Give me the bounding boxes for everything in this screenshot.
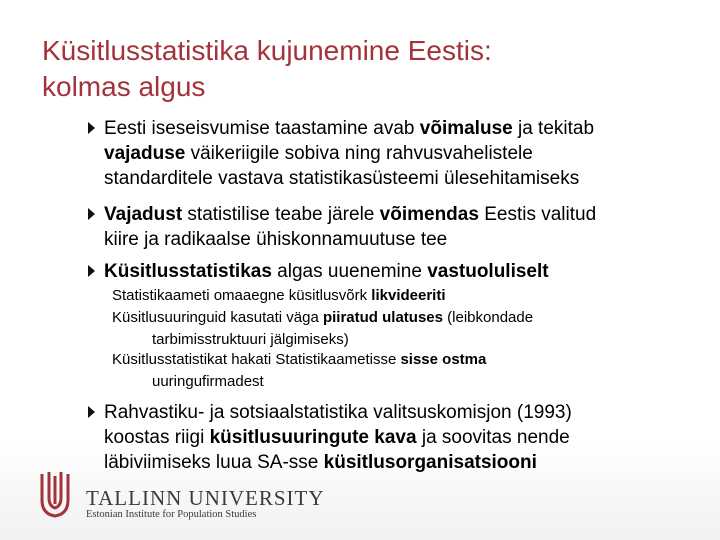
slide-title-line-2: kolmas algus — [42, 71, 206, 102]
text-segment: standarditele vastava statistikasüsteemi ülesehitamiseks — [104, 168, 580, 189]
text-segment: läbiviimiseks luua SA-sse — [104, 452, 324, 473]
bullet-1-line-1 — [104, 116, 704, 141]
text-segment: tarbimisstruktuuri jälgimiseks) — [152, 331, 349, 348]
text-segment: piiratud ulatuses — [322, 309, 443, 326]
bullet-3 — [104, 259, 704, 284]
subitem-2-line-2 — [112, 329, 672, 351]
text-segment: ja tekitab — [512, 118, 595, 139]
text-segment: väikeriigile sobiva ning rahvusvahelistele — [185, 143, 533, 164]
subitem-1 — [112, 285, 672, 307]
subitem-2-line-1 — [112, 307, 672, 329]
bullet-2-line-2 — [104, 227, 704, 252]
text-segment: võimendas — [379, 204, 479, 225]
bullet-2 — [104, 202, 704, 252]
text-segment: küsitlusuuringute kava — [209, 427, 417, 448]
bullet-1 — [104, 116, 704, 191]
text-segment: vajaduse — [104, 143, 186, 164]
text-segment: küsitlusorganisatsiooni — [323, 452, 537, 473]
text-segment: Eestis valitud — [478, 204, 597, 225]
text-segment: Rahvastiku- ja sotsiaalstatistika valitsuskomisjon (1993) — [104, 402, 572, 423]
subitem-2 — [112, 307, 672, 351]
subitem-3-line-1 — [112, 349, 672, 371]
text-segment: Küsitlusstatistikat hakati Statistikaametisse — [112, 351, 401, 368]
bullet-arrow-icon — [88, 208, 95, 220]
text-segment: Vajadust — [104, 204, 183, 225]
bullet-4-line-2 — [104, 425, 704, 450]
text-segment: Küsitlusstatistikas — [104, 261, 272, 282]
text-segment: sisse ostma — [400, 351, 487, 368]
slide-title-line-1: Küsitlusstatistika kujunemine Eestis: — [42, 35, 492, 66]
logo-subtitle: Estonian Institute for Population Studies — [86, 509, 257, 520]
subitem-3 — [112, 349, 672, 393]
tallinn-university-emblem-icon — [38, 470, 72, 518]
logo-name: TALLINN UNIVERSITY — [86, 486, 325, 510]
text-segment: ja soovitas nende — [416, 427, 570, 448]
text-segment: võimaluse — [419, 118, 513, 139]
text-segment: Eesti iseseisvumise taastamine avab — [104, 118, 420, 139]
bullet-1-line-3 — [104, 166, 704, 191]
text-segment: uuringufirmadest — [152, 373, 264, 390]
bullet-4-line-1 — [104, 400, 704, 425]
text-segment: koostas riigi — [104, 427, 210, 448]
bullet-arrow-icon — [88, 406, 95, 418]
bullet-arrow-icon — [88, 122, 95, 134]
text-segment: algas uuenemine — [271, 261, 428, 282]
bullet-2-line-1 — [104, 202, 704, 227]
slide-title — [42, 33, 682, 105]
subitem-3-line-2 — [112, 371, 672, 393]
bullet-4 — [104, 400, 704, 475]
text-segment: Küsitlusuuringuid kasutati väga — [112, 309, 323, 326]
bullet-1-line-2 — [104, 141, 704, 166]
bullet-3-line-1 — [104, 259, 704, 284]
bullet-arrow-icon — [88, 265, 95, 277]
text-segment: (leibkondade — [443, 309, 534, 326]
text-segment: kiire ja radikaalse ühiskonnamuutuse tee — [104, 229, 448, 250]
text-segment: likvideeriti — [371, 287, 446, 304]
text-segment: vastuoluliselt — [427, 261, 549, 282]
bullet-4-line-3 — [104, 450, 704, 475]
text-segment: Statistikaameti omaaegne küsitlusvõrk — [112, 287, 372, 304]
text-segment: statistilise teabe järele — [182, 204, 380, 225]
subitem-1-line-1 — [112, 285, 672, 307]
